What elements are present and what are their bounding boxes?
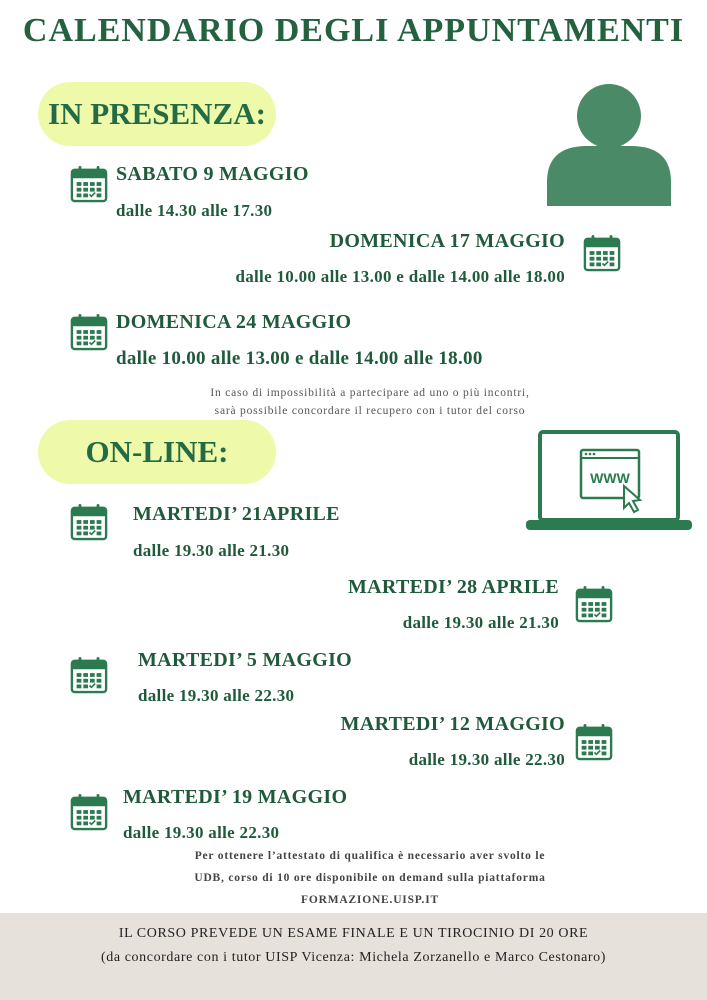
calendar-icon	[70, 313, 108, 351]
event-date: MARTEDI’ 5 MAGGIO	[138, 649, 353, 671]
event-time: dalle 10.00 alle 13.00 e dalle 14.00 alle 18.00	[116, 348, 483, 369]
laptop-icon	[526, 430, 692, 534]
footer-line: (da concordare con i tutor UISP Vicenza: Michela Zorzanello e Marco Cestonaro)	[100, 950, 607, 965]
page-title: CALENDARIO DEGLI APPUNTAMENTI	[22, 12, 685, 49]
event-date: SABATO 9 MAGGIO	[116, 163, 309, 185]
footer-line: IL CORSO PREVEDE UN ESAME FINALE E UN TIROCINIO DI 20 ORE	[118, 926, 589, 941]
user-icon	[545, 82, 673, 206]
event-date: MARTEDI’ 19 MAGGIO	[123, 786, 348, 808]
recovery-note	[150, 384, 590, 420]
platform-link[interactable]: FORMAZIONE.UISP.IT	[301, 894, 439, 906]
event-date: MARTEDI’ 12 MAGGIO	[340, 713, 565, 735]
calendar-icon	[70, 656, 108, 694]
event-time: dalle 19.30 alle 21.30	[133, 541, 290, 560]
calendar-icon	[575, 585, 613, 623]
event-date: DOMENICA 17 MAGGIO	[329, 230, 565, 252]
calendar-icon	[583, 234, 621, 272]
event-date: MARTEDI’ 28 APRILE	[347, 576, 559, 598]
event-time: dalle 19.30 alle 22.30	[408, 750, 565, 769]
event-time: dalle 19.30 alle 22.30	[123, 823, 280, 842]
event-time: dalle 10.00 alle 13.00 e dalle 14.00 alle 18.00	[235, 267, 565, 286]
event-date: DOMENICA 24 MAGGIO	[116, 311, 352, 333]
event-time: dalle 19.30 alle 21.30	[402, 613, 559, 632]
event-time: dalle 14.30 alle 17.30	[116, 201, 273, 220]
footer	[0, 913, 707, 1000]
certificate-note	[120, 845, 620, 911]
note-line: UDB, corso di 10 ore disponibile on demand sulla piattaforma	[194, 872, 546, 884]
note-line: Per ottenere l’attestato di qualifica è necessario aver svolto le	[194, 850, 546, 862]
browser-text: WWW	[590, 470, 630, 486]
calendar-icon	[70, 165, 108, 203]
calendar-icon	[70, 793, 108, 831]
note-line: In caso di impossibilità a partecipare ad uno o più incontri,	[210, 387, 530, 399]
note-line: sarà possibile concordare il recupero con i tutor del corso	[214, 405, 526, 417]
calendar-icon	[575, 723, 613, 761]
in-presenza-label: IN PRESENZA:	[38, 82, 276, 146]
calendar-icon	[70, 503, 108, 541]
event-time: dalle 19.30 alle 22.30	[138, 686, 295, 705]
online-label: ON-LINE:	[38, 420, 276, 484]
event-date: MARTEDI’ 21APRILE	[133, 503, 340, 525]
